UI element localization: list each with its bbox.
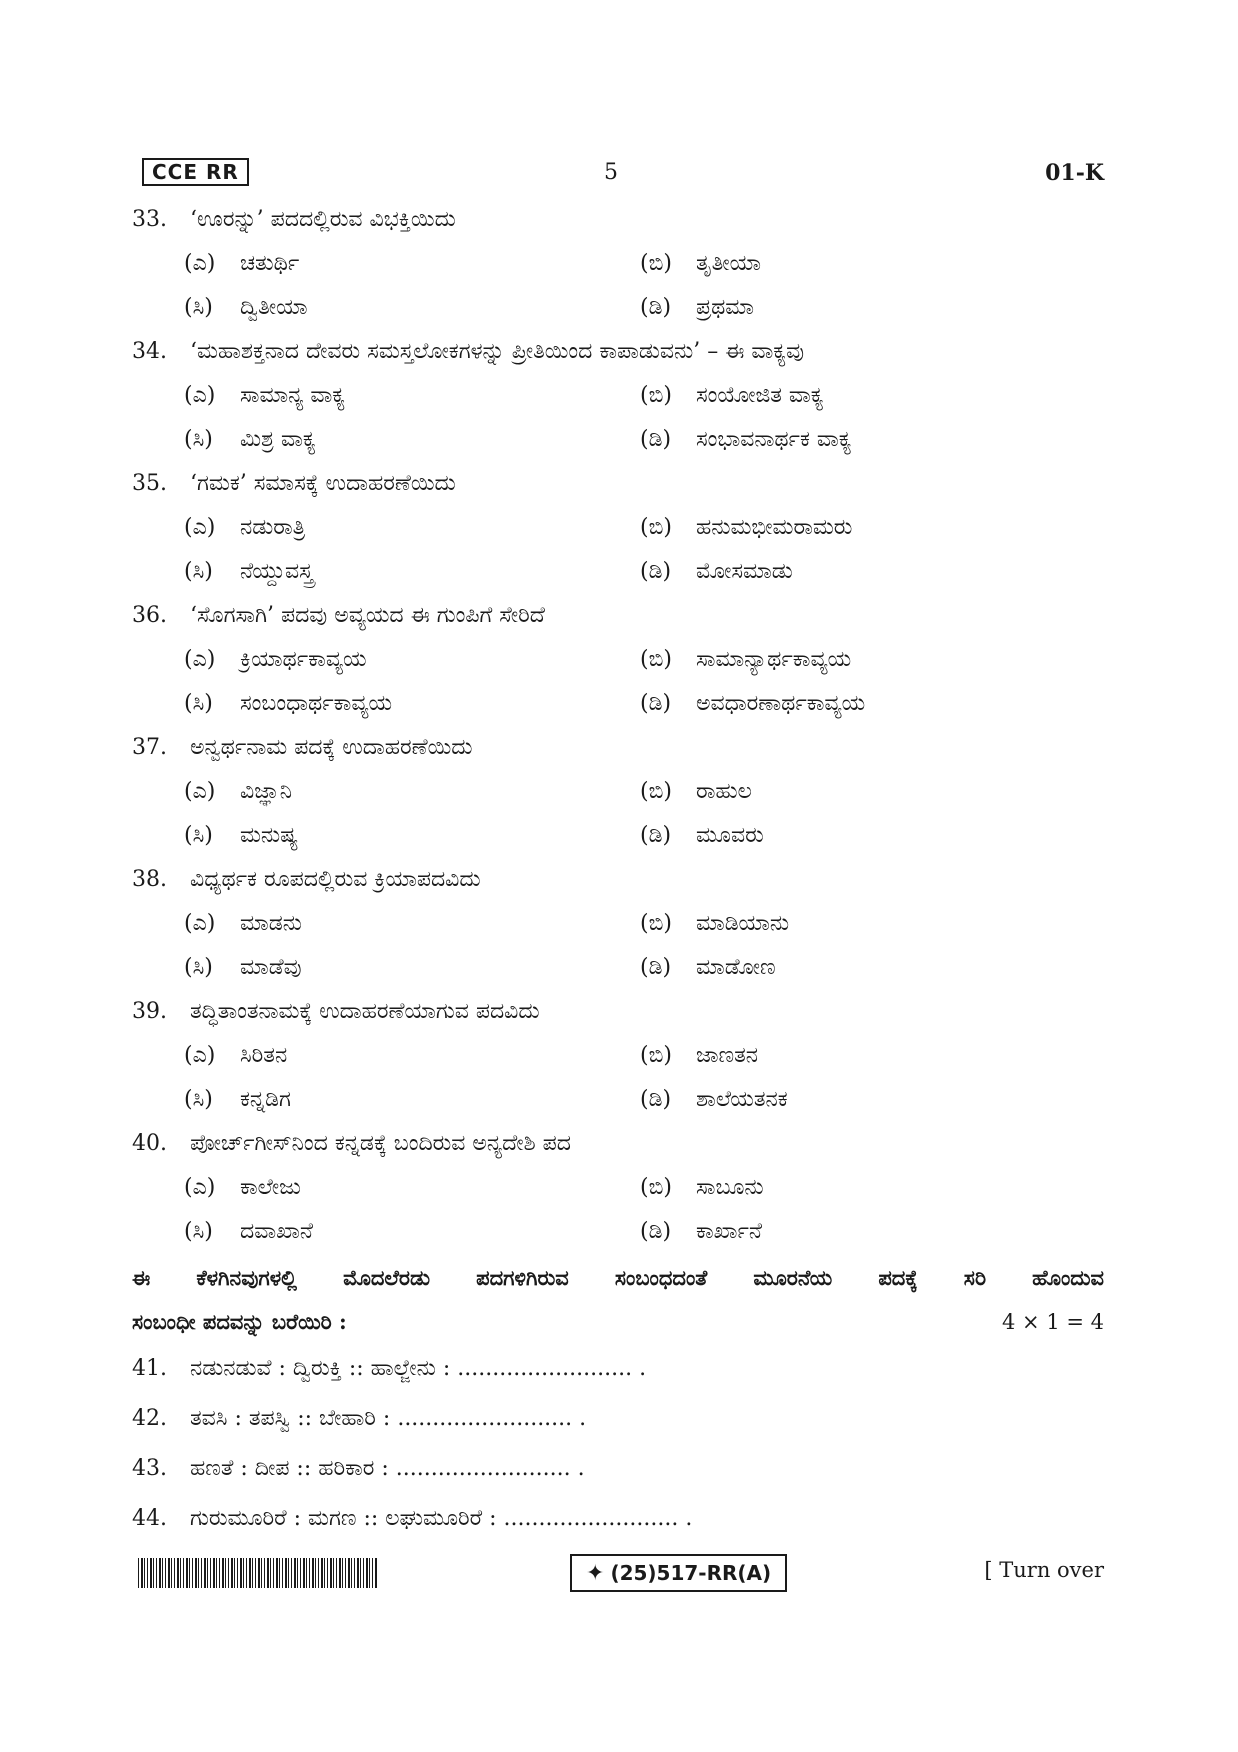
marks-allocation: 4 × 1 = 4 bbox=[1002, 1310, 1104, 1334]
option bbox=[640, 1078, 788, 1122]
option bbox=[184, 418, 316, 462]
option-text: ಕನ್ನಡಿಗ bbox=[240, 1087, 291, 1112]
option-row bbox=[132, 418, 1104, 462]
option-key: (ಬಿ) bbox=[640, 515, 672, 540]
option-text: ನೆಯ್ದುವಸ್ತ್ರ bbox=[240, 559, 314, 584]
option-key: (ಎ) bbox=[184, 1175, 216, 1200]
option-key: (ಸಿ) bbox=[184, 823, 213, 848]
question bbox=[132, 198, 1104, 242]
option-text: ಪ್ರಥಮಾ bbox=[696, 295, 754, 320]
option-key: (ಎ) bbox=[184, 251, 216, 276]
option bbox=[184, 682, 392, 726]
instruction-line-2: ಸಂಬಂಧೀ ಪದವನ್ನು ಬರೆಯಿರಿ : bbox=[132, 1309, 347, 1334]
question-number: 42. bbox=[132, 1406, 167, 1431]
option bbox=[640, 374, 824, 418]
option-text: ಸಂಯೋಜಿತ ವಾಕ್ಯ bbox=[696, 383, 824, 408]
option-row bbox=[132, 1166, 1104, 1210]
option bbox=[640, 1210, 762, 1254]
option-key: (ಡಿ) bbox=[640, 559, 672, 584]
option-text: ಸಾಮಾನ್ಯ ವಾಕ್ಯ bbox=[240, 383, 346, 408]
option-text: ಕ್ರಿಯಾರ್ಥಕಾವ್ಯಯ bbox=[240, 647, 367, 672]
option-key: (ಸಿ) bbox=[184, 955, 213, 980]
question-text: ಅನ್ವರ್ಥನಾಮ ಪದಕ್ಕೆ ಉದಾಹರಣೆಯಿದು bbox=[190, 735, 473, 760]
option-row bbox=[132, 550, 1104, 594]
option-text: ಮೋಸಮಾಡು bbox=[696, 559, 793, 584]
option bbox=[184, 286, 307, 330]
option bbox=[640, 1166, 764, 1210]
option-text: ಮಿಶ್ರ ವಾಕ್ಯ bbox=[240, 427, 316, 452]
instruction-line-1: ಈ ಕೆಳಗಿನವುಗಳಲ್ಲಿ ಮೊದಲೆರಡು ಪದಗಳಿಗಿರುವ ಸಂಬಂಧದಂತೆ ಮೂರನೆಯ ಪದಕ್ಕೆ ಸರಿ ಹೊಂದುವ bbox=[132, 1265, 1104, 1290]
question-number: 37. bbox=[132, 735, 167, 760]
option bbox=[184, 1166, 301, 1210]
option-text: ತೃತೀಯಾ bbox=[696, 251, 761, 276]
option-text: ಮಾಡೆವು bbox=[240, 955, 302, 980]
option-row bbox=[132, 770, 1104, 814]
analogy-question bbox=[132, 1494, 1104, 1544]
option-text: ವಿಜ್ಞಾನಿ bbox=[240, 779, 293, 804]
option-row bbox=[132, 374, 1104, 418]
option bbox=[184, 242, 299, 286]
option-row bbox=[132, 1078, 1104, 1122]
option-key: (ಡಿ) bbox=[640, 823, 672, 848]
option bbox=[184, 1078, 291, 1122]
option-text: ದವಾಖಾನೆ bbox=[240, 1219, 313, 1244]
option-row bbox=[132, 1034, 1104, 1078]
question-number: 44. bbox=[132, 1506, 167, 1531]
question-number: 41. bbox=[132, 1356, 167, 1381]
page-header bbox=[142, 156, 1104, 188]
option-text: ದ್ವಿತೀಯಾ bbox=[240, 295, 308, 320]
option bbox=[640, 638, 851, 682]
option-row bbox=[132, 814, 1104, 858]
option-row bbox=[132, 286, 1104, 330]
question-number: 34. bbox=[132, 339, 167, 364]
analogy-question bbox=[132, 1344, 1104, 1394]
option-key: (ಬಿ) bbox=[640, 1175, 672, 1200]
option bbox=[640, 770, 752, 814]
option-text: ಸಿರಿತನ bbox=[240, 1043, 288, 1068]
booklet-code: (25)517-RR(A) bbox=[610, 1561, 772, 1585]
question-number: 36. bbox=[132, 603, 167, 628]
question-text: ಪೋರ್ಚ್‌ಗೀಸ್‌ನಿಂದ ಕನ್ನಡಕ್ಕೆ ಬಂದಿರುವ ಅನ್ಯದೇಶಿ ಪದ bbox=[190, 1131, 571, 1156]
paper-code: 01-K bbox=[1045, 160, 1104, 186]
option bbox=[640, 902, 789, 946]
option-key: (ಸಿ) bbox=[184, 1087, 213, 1112]
option-key: (ಎ) bbox=[184, 1043, 216, 1068]
question-list bbox=[132, 198, 1104, 1544]
option-row bbox=[132, 902, 1104, 946]
question-number: 38. bbox=[132, 867, 167, 892]
option-key: (ಡಿ) bbox=[640, 1219, 672, 1244]
option-key: (ಎ) bbox=[184, 779, 216, 804]
option bbox=[640, 242, 761, 286]
option-key: (ಸಿ) bbox=[184, 559, 213, 584]
option-key: (ಸಿ) bbox=[184, 295, 213, 320]
question-text: ಹಣತೆ : ದೀಪ :: ಹರಿಕಾರ : ......................... . bbox=[190, 1456, 585, 1481]
option bbox=[184, 770, 292, 814]
option bbox=[184, 506, 305, 550]
section-instruction bbox=[132, 1256, 1104, 1344]
option-text: ಮಾಡಿಯಾನು bbox=[696, 911, 790, 936]
exam-code-box: CCE RR bbox=[142, 158, 249, 186]
option bbox=[184, 814, 298, 858]
option-key: (ಬಿ) bbox=[640, 779, 672, 804]
question-text: ತವಸಿ : ತಪಸ್ವಿ :: ಬೇಹಾರಿ : ......................... . bbox=[190, 1406, 587, 1431]
option-text: ಮಾಡೋಣ bbox=[696, 955, 776, 980]
option-row bbox=[132, 638, 1104, 682]
question bbox=[132, 594, 1104, 638]
option-key: (ಸಿ) bbox=[184, 1219, 213, 1244]
option-key: (ಬಿ) bbox=[640, 911, 672, 936]
option bbox=[640, 682, 865, 726]
option-row bbox=[132, 682, 1104, 726]
question-text: ‘ಗಮಕ’ ಸಮಾಸಕ್ಕೆ ಉದಾಹರಣೆಯಿದು bbox=[190, 471, 456, 496]
option-key: (ಡಿ) bbox=[640, 1087, 672, 1112]
question bbox=[132, 726, 1104, 770]
analogy-question bbox=[132, 1394, 1104, 1444]
option bbox=[184, 638, 367, 682]
option-key: (ಎ) bbox=[184, 911, 216, 936]
analogy-question bbox=[132, 1444, 1104, 1494]
question-text: ತದ್ಧಿತಾಂತನಾಮಕ್ಕೆ ಉದಾಹರಣೆಯಾಗುವ ಪದವಿದು bbox=[190, 999, 540, 1024]
option-key: (ಡಿ) bbox=[640, 691, 672, 716]
option-text: ಮನುಷ್ಯ bbox=[240, 823, 299, 848]
option-key: (ಡಿ) bbox=[640, 295, 672, 320]
question-text: ಗುರುಮೂರಿರೆ : ಮಗಣ :: ಲಘುಮೂರಿರೆ : ......................... . bbox=[190, 1506, 693, 1531]
option bbox=[184, 374, 345, 418]
option-text: ಕಾಲೇಜು bbox=[240, 1175, 301, 1200]
option-key: (ಬಿ) bbox=[640, 251, 672, 276]
option-text: ಮೂವರು bbox=[696, 823, 764, 848]
option bbox=[640, 1034, 758, 1078]
question-number: 40. bbox=[132, 1131, 167, 1156]
question bbox=[132, 330, 1104, 374]
option-key: (ಸಿ) bbox=[184, 691, 213, 716]
option-text: ಸಾಬೂನು bbox=[696, 1175, 764, 1200]
option-key: (ಸಿ) bbox=[184, 427, 213, 452]
option bbox=[640, 506, 852, 550]
question-text: ನಡುನಡುವೆ : ದ್ವಿರುಕ್ತಿ :: ಹಾಲ್ಜೇನು : ......................... . bbox=[190, 1356, 647, 1381]
booklet-code-box bbox=[570, 1554, 787, 1592]
question-number: 35. bbox=[132, 471, 167, 496]
question-text: ‘ಊರನ್ನು’ ಪದದಲ್ಲಿರುವ ವಿಭಕ್ತಿಯಿದು bbox=[190, 207, 456, 232]
option-key: (ಬಿ) bbox=[640, 647, 672, 672]
option-row bbox=[132, 1210, 1104, 1254]
option-key: (ಡಿ) bbox=[640, 427, 672, 452]
option-text: ಸಾಮಾನ್ಯಾರ್ಥಕಾವ್ಯಯ bbox=[696, 647, 852, 672]
option bbox=[640, 550, 793, 594]
turn-over-label: [ Turn over bbox=[984, 1558, 1104, 1582]
question bbox=[132, 1122, 1104, 1166]
option bbox=[184, 550, 313, 594]
question bbox=[132, 858, 1104, 902]
option-text: ಶಾಲೆಯತನಕ bbox=[696, 1087, 788, 1112]
star-icon: ✦ bbox=[586, 1561, 605, 1586]
option-text: ಮಾಡನು bbox=[240, 911, 302, 936]
question-text: ‘ಮಹಾಶಕ್ತನಾದ ದೇವರು ಸಮಸ್ತಲೋಕಗಳನ್ನು ಪ್ರೀತಿಯಿಂದ ಕಾಪಾಡುವನು’ – ಈ ವಾಕ್ಯವು bbox=[190, 339, 805, 364]
option-key: (ಬಿ) bbox=[640, 1043, 672, 1068]
option bbox=[640, 814, 764, 858]
question-text: ವಿಧ್ಯರ್ಥಕ ರೂಪದಲ್ಲಿರುವ ಕ್ರಿಯಾಪದವಿದು bbox=[190, 867, 481, 892]
option-text: ಜಾಣತನ bbox=[696, 1043, 759, 1068]
option-row bbox=[132, 506, 1104, 550]
option bbox=[640, 946, 776, 990]
option-key: (ಎ) bbox=[184, 383, 216, 408]
option-text: ನಡುರಾತ್ರಿ bbox=[240, 515, 306, 540]
question bbox=[132, 462, 1104, 506]
option-text: ರಾಹುಲ bbox=[696, 779, 752, 804]
option-key: (ಡಿ) bbox=[640, 955, 672, 980]
option-key: (ಎ) bbox=[184, 515, 216, 540]
option-text: ಹನುಮಭೀಮರಾಮರು bbox=[696, 515, 853, 540]
option bbox=[184, 1034, 287, 1078]
option-text: ಸಂಭಾವನಾರ್ಥಕ ವಾಕ್ಯ bbox=[696, 427, 852, 452]
option-text: ಕಾರ್ಖಾನೆ bbox=[696, 1219, 762, 1244]
question-number: 39. bbox=[132, 999, 167, 1024]
option-text: ಚತುರ್ಥಿ bbox=[240, 251, 300, 276]
option-text: ಸಂಬಂಧಾರ್ಥಕಾವ್ಯಯ bbox=[240, 691, 393, 716]
barcode-image bbox=[138, 1558, 378, 1588]
option bbox=[184, 1210, 313, 1254]
option-key: (ಎ) bbox=[184, 647, 216, 672]
option bbox=[640, 418, 852, 462]
question-number: 43. bbox=[132, 1456, 167, 1481]
option bbox=[184, 902, 302, 946]
option-key: (ಬಿ) bbox=[640, 383, 672, 408]
option-text: ಅವಧಾರಣಾರ್ಥಕಾವ್ಯಯ bbox=[696, 691, 866, 716]
page-number: 5 bbox=[604, 160, 618, 185]
option-row bbox=[132, 242, 1104, 286]
question-number: 33. bbox=[132, 207, 167, 232]
option bbox=[184, 946, 302, 990]
question bbox=[132, 990, 1104, 1034]
option-row bbox=[132, 946, 1104, 990]
option bbox=[640, 286, 754, 330]
question-text: ‘ಸೊಗಸಾಗಿ’ ಪದವು ಅವ್ಯಯದ ಈ ಗುಂಪಿಗೆ ಸೇರಿದೆ bbox=[190, 603, 545, 628]
page-footer bbox=[138, 1554, 1104, 1594]
